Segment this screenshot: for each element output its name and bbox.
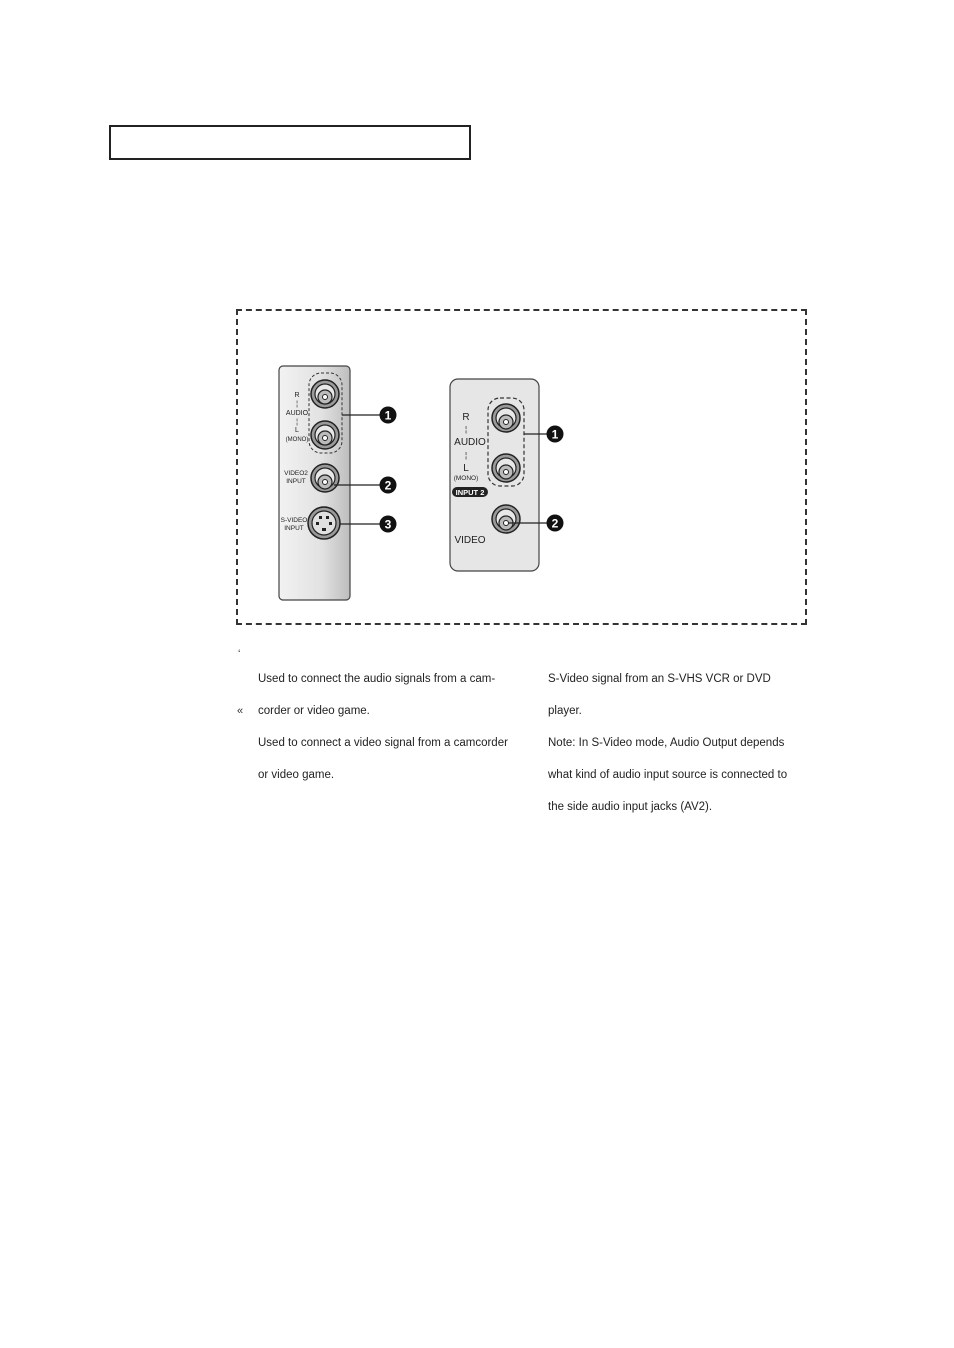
item3-description [548, 655, 787, 831]
left-video2-label-line2: INPUT [286, 478, 306, 485]
connector-illustration [238, 311, 809, 627]
left-svideo-label-line2: INPUT [284, 525, 304, 532]
right-video-label: VIDEO [454, 535, 486, 546]
left-side-panel [279, 366, 397, 600]
section-title-box [109, 125, 471, 160]
left-mono-label: (MONO) [285, 437, 309, 443]
right-audio-r-jack [492, 404, 520, 432]
right-audio-label: AUDIO [454, 437, 486, 448]
right-mono-label: (MONO) [453, 475, 479, 482]
left-callout-2 [380, 477, 397, 494]
item2-line1: Used to connect a video signal from a camcorder [258, 737, 508, 749]
item1-line2: corder or video game. [258, 705, 370, 717]
svg-text:2: 2 [551, 516, 559, 531]
connector-figure [236, 309, 807, 625]
svg-text:1: 1 [384, 408, 392, 423]
item1-bullet: ‘ [238, 648, 241, 660]
svg-text:1: 1 [551, 427, 559, 442]
svg-text:¦: ¦ [464, 425, 468, 434]
svg-text:INPUT 2: INPUT 2 [455, 488, 485, 497]
left-callout-1 [380, 407, 397, 424]
left-svideo-jack [308, 507, 340, 539]
left-video2-jack [311, 464, 339, 492]
right-video-jack [492, 505, 520, 533]
right-audio-l-label: L [463, 463, 469, 474]
item3-line2: player. [548, 705, 582, 717]
note-line3: the side audio input jacks (AV2). [548, 801, 713, 813]
item2-description [258, 719, 508, 799]
svg-text:¦: ¦ [296, 401, 298, 408]
svg-text:2: 2 [384, 478, 392, 493]
left-callout-3 [380, 516, 397, 533]
left-video2-label-line1: VIDEO2 [284, 470, 308, 477]
right-audio-r-label: R [462, 412, 470, 423]
item2-line2: or video game. [258, 769, 335, 781]
right-input2-badge [452, 487, 488, 497]
svg-text:¦: ¦ [464, 451, 468, 460]
right-callout-1 [547, 426, 564, 443]
left-audio-l-jack [311, 421, 339, 449]
right-side-panel [450, 379, 564, 571]
note-line2: what kind of audio input source is connected to [548, 769, 788, 781]
left-audio-label: AUDIO [285, 410, 309, 417]
left-audio-l-label: L [295, 427, 299, 434]
right-audio-l-jack [492, 454, 520, 482]
item3-line1: S-Video signal from an S-VHS VCR or DVD [548, 673, 771, 685]
left-svideo-label-line1: S-VIDEO [280, 517, 308, 524]
left-audio-r-jack [311, 380, 339, 408]
svg-text:¦: ¦ [296, 419, 298, 426]
left-audio-r-label: R [294, 392, 300, 399]
note-line1: Note: In S-Video mode, Audio Output depends [548, 737, 785, 749]
item1-line1: Used to connect the audio signals from a cam- [258, 673, 496, 685]
svg-text:3: 3 [384, 517, 392, 532]
item2-bullet: « [237, 705, 244, 717]
right-callout-2 [547, 515, 564, 532]
